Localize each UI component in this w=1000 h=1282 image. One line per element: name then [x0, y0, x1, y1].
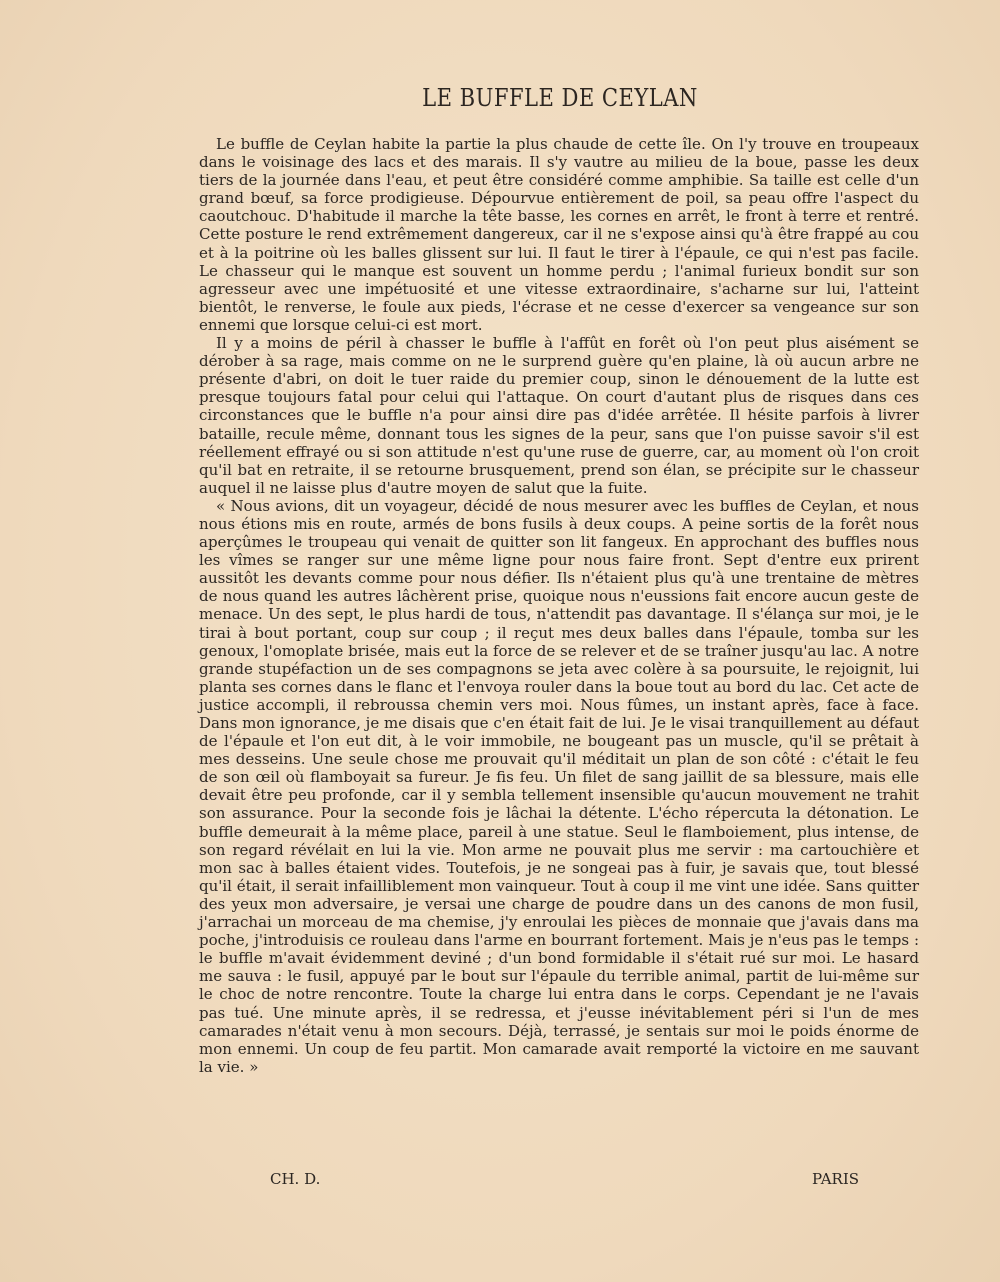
page-title: LE BUFFLE DE CEYLAN: [422, 84, 698, 112]
article-body: [199, 135, 919, 1076]
paragraph-2: Il y a moins de péril à chasser le buffle à l'affût en forêt où l'on peut plus aisément se dérober à sa rage, mais comme on ne le surprend guère qu'en plaine, là où aucun arbre ne présente d'abri, on doit le tuer raide du premier coup, sinon le dénouement de la lutte est presque toujours fatal pour celui qui l'attaque. On court d'autant plus de risques dans ces circonstances que le buffle n'a pour ainsi dire pas d'idée arrêtée. Il hésite parfois à livrer bataille, recule même, donnant tous les signes de la peur, sans que l'on puisse savoir s'il est réellement effrayé ou si son attitude n'est qu'une ruse de guerre, car, au moment où l'on croit qu'il bat en retraite, il se retourne brusquement, prend son élan, se précipite sur le chasseur auquel il ne laisse plus d'autre moyen de salut que la fuite.: [199, 334, 919, 497]
author-signature: CH. D.: [270, 1170, 321, 1188]
paragraph-1: Le buffle de Ceylan habite la partie la plus chaude de cette île. On l'y trouve en troupeaux dans le voisinage des lacs et des marais. Il s'y vautre au milieu de la boue, passe les deux tiers de la journée dans l'eau, et peut être considéré comme amphibie. Sa taille est celle d'un grand bœuf, sa force prodigieuse. Dépourvue entièrement de poil, sa peau offre l'aspect du caoutchouc. D'habitude il marche la tête basse, les cornes en arrêt, le front à terre et rentré. Cette posture le rend extrêmement dangereux, car il ne s'expose ainsi qu'à être frappé au cou et à la poitrine où les balles glissent sur lui. Il faut le tirer à l'épaule, ce qui n'est pas facile. Le chasseur qui le manque est souvent un homme perdu ; l'animal furieux bondit sur son agresseur avec une impétuosité et une vitesse extraordinaire, s'acharne sur lui, l'atteint bientôt, le renverse, le foule aux pieds, l'écrase et ne cesse d'exercer sa vengeance sur son ennemi que lorsque celui-ci est mort.: [199, 135, 919, 334]
paragraph-3: « Nous avions, dit un voyageur, décidé de nous mesurer avec les buffles de Ceylan, et nous nous étions mis en route, armés de bons fusils à deux coups. A peine sortis de la forêt nous aperçûmes le troupeau qui venait de quitter son lit fangeux. En approchant des buffles nous les vîmes se ranger sur une même ligne pour nous faire front. Sept d'entre eux prirent aussitôt les devants comme pour nous défier. Ils n'étaient plus qu'à une trentaine de mètres de nous quand les autres lâchèrent prise, quoique nous n'eussions fait encore aucun geste de menace. Un des sept, le plus hardi de tous, n'attendit pas davantage. Il s'élança sur moi, je le tirai à bout portant, coup sur coup ; il reçut mes deux balles dans l'épaule, tomba sur les genoux, l'omoplate brisée, mais eut la force de se relever et de se traîner jusqu'au lac. A notre grande stupéfaction un de ses compagnons se jeta avec colère à sa poursuite, le rejoignit, lui planta ses cornes dans le flanc et l'envoya rouler dans la boue tout au bord du lac. Cet acte de justice accompli, il rebroussa chemin vers moi. Nous fûmes, un instant après, face à face. Dans mon ignorance, je me disais que c'en était fait de lui. Je le visai tranquillement au défaut de l'épaule et l'on eut dit, à le voir immobile, ne bougeant pas un muscle, qu'il se prêtait à mes desseins. Une seule chose me prouvait qu'il méditait un plan de son côté : c'était le feu de son œil où flamboyait sa fureur. Je fis feu. Un filet de sang jaillit de sa blessure, mais elle devait être peu profonde, car il y sembla tellement insensible qu'aucun mouvement ne trahit son assurance. Pour la seconde fois je lâchai la détente. L'écho répercuta la détonation. Le buffle demeurait à la même place, pareil à une statue. Seul le flamboiement, plus intense, de son regard révélait en lui la vie. Mon arme ne pouvait plus me servir : ma cartouchière et mon sac à balles étaient vides. Toutefois, je ne songeai pas à fuir, je savais que, tout blessé qu'il était, il serait infailliblement mon vainqueur. Tout à coup il me vint une idée. Sans quitter des yeux mon adversaire, je versai une charge de poudre dans un des canons de mon fusil, j'arrachai un morceau de ma chemise, j'y enroulai les pièces de monnaie que j'avais dans ma poche, j'introduisis ce rouleau dans l'arme en bourrant fortement. Mais je n'eus pas le temps : le buffle m'avait évidemment deviné ; d'un bond formidable il s'était rué sur moi. Le hasard me sauva : le fusil, appuyé par le bout sur l'épaule du terrible animal, partit de lui-même sur le choc de notre rencontre. Toute la charge lui entra dans le corps. Cependant je ne l'avais pas tué. Une minute après, il se redressa, et j'eusse inévitablement péri si l'un de mes camarades n'était venu à mon secours. Déjà, terrassé, je sentais sur moi le poids énorme de mon ennemi. Un coup de feu partit. Mon camarade avait remporté la victoire en me sauvant la vie. »: [199, 496, 919, 1076]
place-label: PARIS: [812, 1170, 860, 1188]
